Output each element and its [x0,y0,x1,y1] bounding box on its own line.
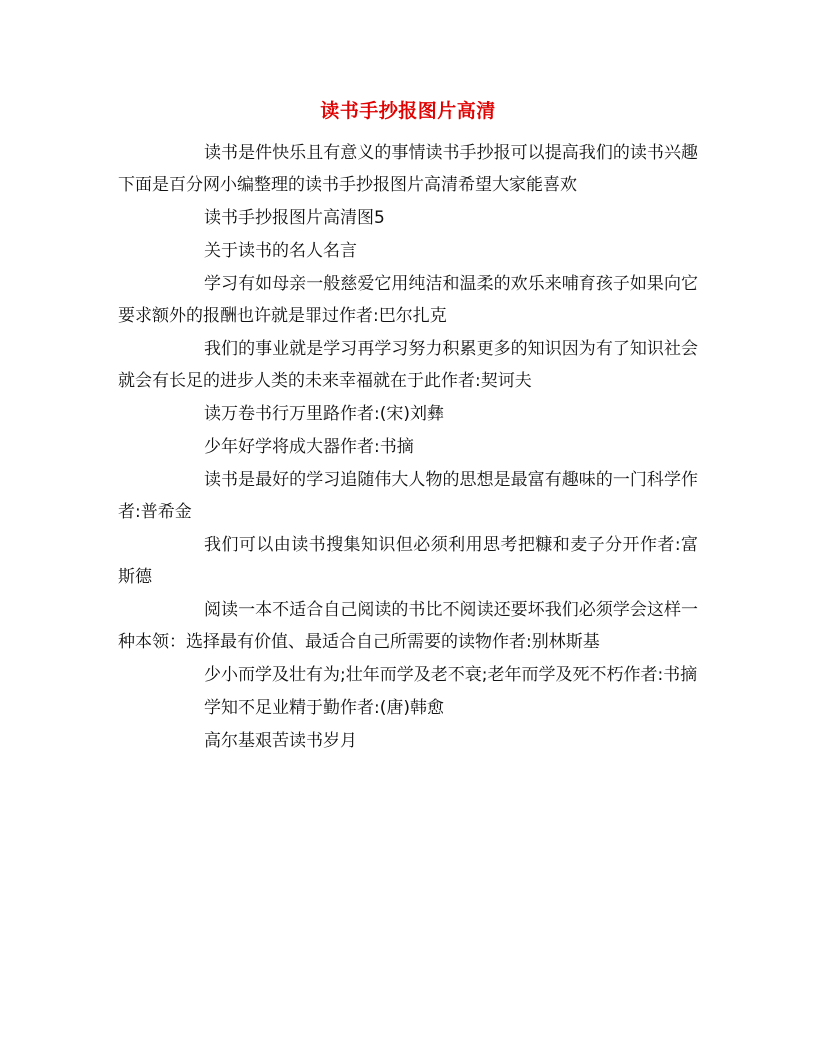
paragraph-intro: 读书是件快乐且有意义的事情读书手抄报可以提高我们的读书兴趣下面是百分网小编整理的读书手抄报图片高清希望大家能喜欢 [118,143,698,195]
paragraph-quote-balzac: 学习有如母亲一般慈爱它用纯洁和温柔的欢乐来哺育孩子如果向它要求额外的报酬也许就是罪过作者:巴尔扎克 [118,274,698,326]
document-body [118,137,698,758]
paragraph-image-caption: 读书手抄报图片高清图5 [204,208,385,228]
paragraph-quote-shuzhai-2: 少小而学及壮有为;壮年而学及老不衰;老年而学及死不朽作者:书摘 [204,665,698,685]
document-title: 读书手抄报图片高清 [320,100,496,122]
paragraph-quote-chekhov: 我们的事业就是学习再学习努力积累更多的知识因为有了知识社会就会有长足的进步人类的未来幸福就在于此作者:契诃夫 [118,339,698,391]
paragraph-quote-belinsky: 阅读一本不适合自己阅读的书比不阅读还要坏我们必须学会这样一种本领：选择最有价值、最适合自己所需要的读物作者:别林斯基 [118,600,698,652]
paragraph-quote-pushkin: 读书是最好的学习追随伟大人物的思想是最富有趣味的一门科学作者:普希金 [118,470,698,522]
paragraph-quote-shuzhai-1: 少年好学将成大器作者:书摘 [204,437,414,457]
paragraph-quote-hanyu: 学知不足业精于勤作者:(唐)韩愈 [204,698,444,718]
paragraph-quote-liuyi: 读万卷书行万里路作者:(宋)刘彝 [204,404,444,424]
paragraph-quote-fusde: 我们可以由读书搜集知识但必须利用思考把糠和麦子分开作者:富斯德 [118,535,698,587]
paragraph-gorky-heading: 高尔基艰苦读书岁月 [204,731,357,751]
paragraph-section-heading: 关于读书的名人名言 [204,241,357,261]
